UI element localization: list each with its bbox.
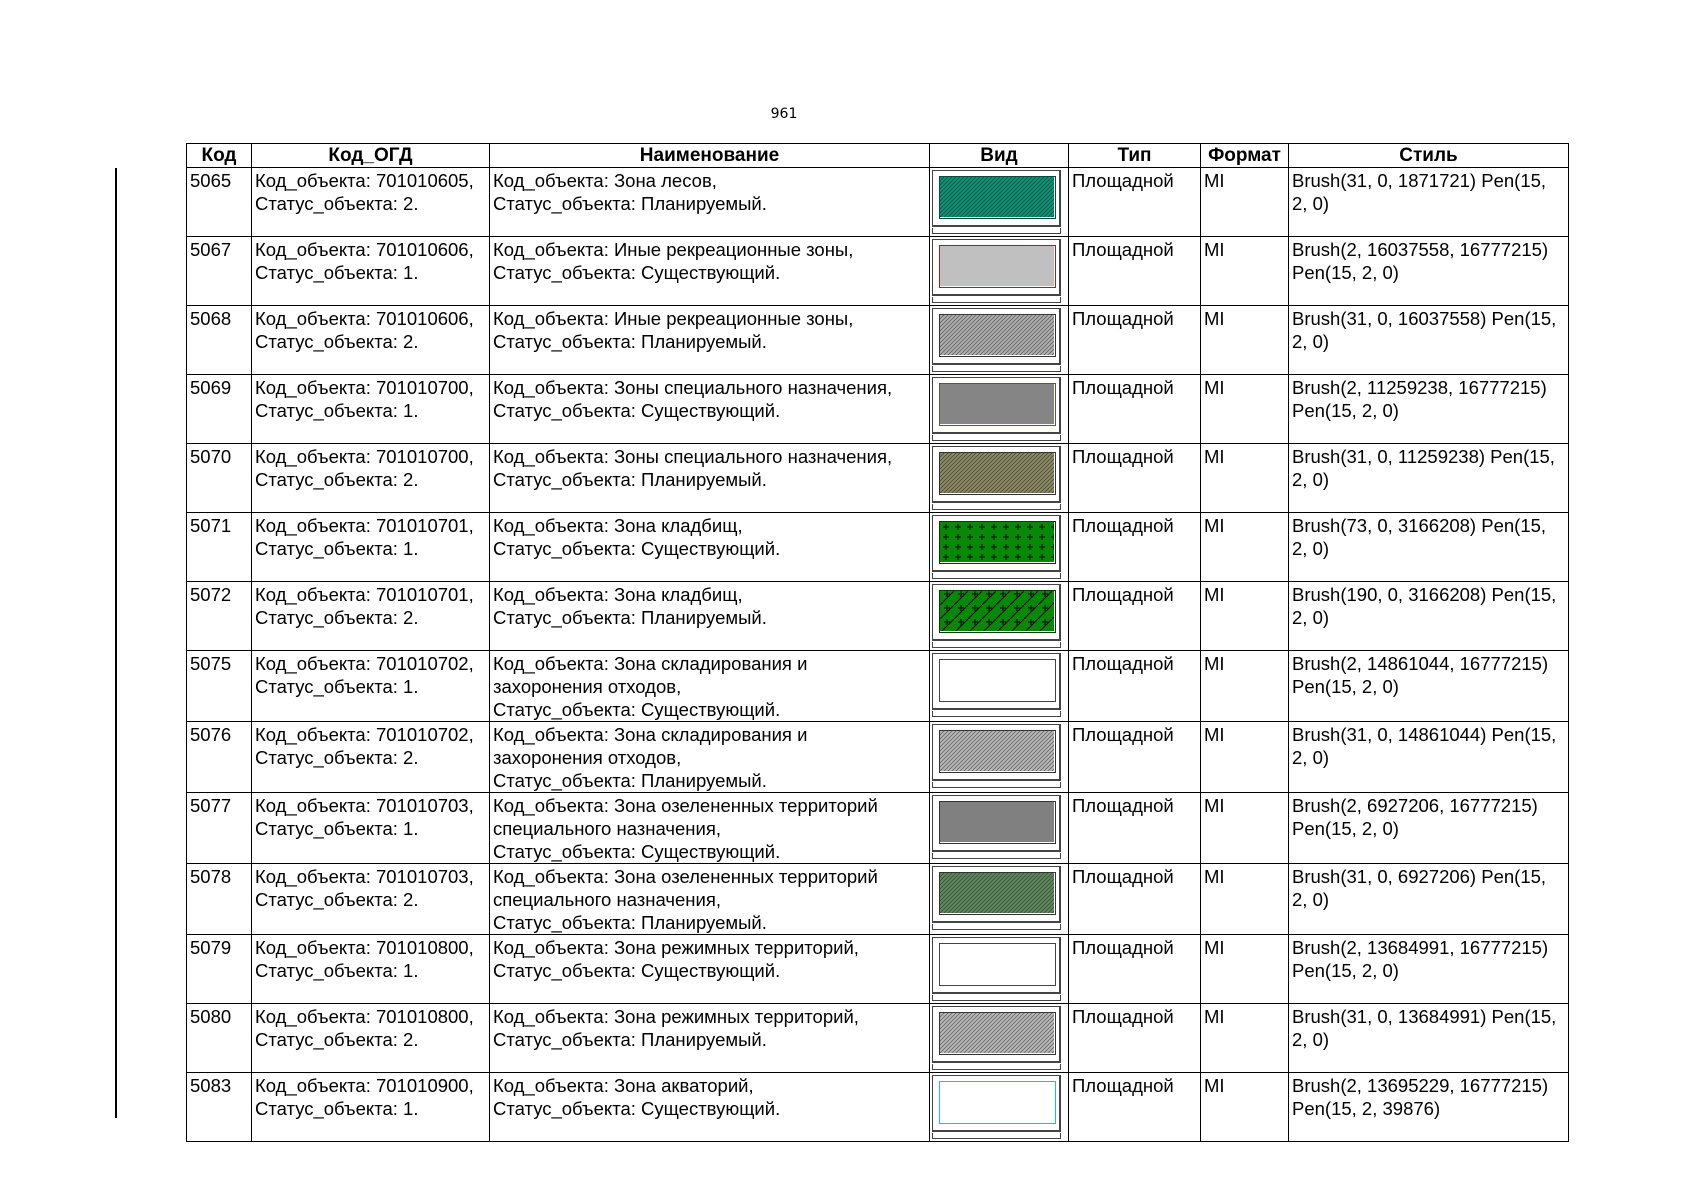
cell-view [930,722,1069,793]
cell-style: Brush(190, 0, 3166208) Pen(15, 2, 0) [1289,582,1569,651]
cell-name: Код_объекта: Зона лесов, Статус_объекта: Планируемый. [490,168,930,237]
swatch-tab [932,782,1061,788]
swatch-frame [932,1006,1061,1063]
cell-style: Brush(31, 0, 16037558) Pen(15, 2, 0) [1289,306,1569,375]
cell-style: Brush(31, 0, 6927206) Pen(15, 2, 0) [1289,864,1569,935]
cell-ogd: Код_объекта: 701010701, Статус_объекта: 1. [252,513,490,582]
cell-format: MI [1201,237,1289,306]
header-code: Код [187,144,252,168]
fill-swatch [939,590,1056,633]
swatch-tab [932,573,1061,579]
fill-swatch [939,1081,1056,1124]
cell-view [930,1004,1069,1073]
cell-view [930,793,1069,864]
cell-type: Площадной [1069,935,1201,1004]
swatch-frame [932,866,1061,923]
swatch-frame [932,170,1061,227]
cell-type: Площадной [1069,793,1201,864]
table-row [187,375,1569,444]
cell-name: Код_объекта: Зона кладбищ, Статус_объекта: Планируемый. [490,582,930,651]
table-row [187,1004,1569,1073]
cell-type: Площадной [1069,306,1201,375]
table-row [187,793,1569,864]
swatch-frame [932,515,1061,572]
table-row [187,935,1569,1004]
fill-swatch [939,245,1056,288]
cell-style: Brush(31, 0, 1871721) Pen(15, 2, 0) [1289,168,1569,237]
swatch-tab [932,297,1061,303]
cell-type: Площадной [1069,651,1201,722]
fill-swatch [939,383,1056,426]
cell-type: Площадной [1069,1004,1201,1073]
cell-ogd: Код_объекта: 701010800, Статус_объекта: 1. [252,935,490,1004]
cell-ogd: Код_объекта: 701010606, Статус_объекта: 1. [252,237,490,306]
cell-ogd: Код_объекта: 701010702, Статус_объекта: 1. [252,651,490,722]
cell-ogd: Код_объекта: 701010700, Статус_объекта: 2. [252,444,490,513]
header-name: Наименование [490,144,930,168]
cell-code: 5067 [187,237,252,306]
fill-swatch [939,659,1056,702]
fill-swatch [939,943,1056,986]
swatch-tab [932,504,1061,510]
cell-name: Код_объекта: Иные рекреационные зоны, Статус_объекта: Планируемый. [490,306,930,375]
swatch-tab [932,711,1061,717]
cell-view [930,375,1069,444]
table-row [187,168,1569,237]
cell-view [930,237,1069,306]
cell-ogd: Код_объекта: 701010606, Статус_объекта: 2. [252,306,490,375]
fill-swatch [939,801,1056,844]
legend-table [186,143,1569,1142]
cell-ogd: Код_объекта: 701010701, Статус_объекта: 2. [252,582,490,651]
table-row [187,237,1569,306]
cell-style: Brush(2, 14861044, 16777215) Pen(15, 2, 0) [1289,651,1569,722]
cell-code: 5079 [187,935,252,1004]
cell-ogd: Код_объекта: 701010703, Статус_объекта: 2. [252,864,490,935]
cell-style: Brush(2, 13684991, 16777215) Pen(15, 2, 0) [1289,935,1569,1004]
cell-view [930,168,1069,237]
swatch-frame [932,308,1061,365]
cell-style: Brush(31, 0, 14861044) Pen(15, 2, 0) [1289,722,1569,793]
cell-ogd: Код_объекта: 701010800, Статус_объекта: 2. [252,1004,490,1073]
header-format: Формат [1201,144,1289,168]
cell-view [930,513,1069,582]
cell-name: Код_объекта: Зона складирования и захоронения отходов, Статус_объекта: Существующий. [490,651,930,722]
swatch-tab [932,642,1061,648]
table-row [187,306,1569,375]
table-row [187,864,1569,935]
cell-format: MI [1201,722,1289,793]
cell-ogd: Код_объекта: 701010900, Статус_объекта: 1. [252,1073,490,1142]
cell-code: 5080 [187,1004,252,1073]
cell-view [930,651,1069,722]
cell-type: Площадной [1069,722,1201,793]
swatch-frame [932,724,1061,781]
cell-format: MI [1201,375,1289,444]
swatch-frame [932,584,1061,641]
cell-format: MI [1201,306,1289,375]
cell-format: MI [1201,513,1289,582]
cell-view [930,444,1069,513]
cell-style: Brush(2, 16037558, 16777215) Pen(15, 2, 0) [1289,237,1569,306]
table-row [187,722,1569,793]
cell-type: Площадной [1069,444,1201,513]
cell-name: Код_объекта: Зона озелененных территорий специального назначения, Статус_объекта: Существующий. [490,793,930,864]
swatch-tab [932,228,1061,234]
swatch-frame [932,446,1061,503]
table-row [187,651,1569,722]
cell-ogd: Код_объекта: 701010703, Статус_объекта: 1. [252,793,490,864]
cell-type: Площадной [1069,168,1201,237]
cell-name: Код_объекта: Зона режимных территорий, Статус_объекта: Существующий. [490,935,930,1004]
cell-style: Brush(2, 6927206, 16777215) Pen(15, 2, 0) [1289,793,1569,864]
cell-name: Код_объекта: Зона режимных территорий, Статус_объекта: Планируемый. [490,1004,930,1073]
swatch-tab [932,995,1061,1001]
cell-ogd: Код_объекта: 701010605, Статус_объекта: 2. [252,168,490,237]
cell-type: Площадной [1069,375,1201,444]
swatch-tab [932,924,1061,930]
fill-swatch [939,314,1056,357]
cell-ogd: Код_объекта: 701010702, Статус_объекта: 2. [252,722,490,793]
cell-name: Код_объекта: Зона озелененных территорий специального назначения, Статус_объекта: Планируемый. [490,864,930,935]
cell-code: 5075 [187,651,252,722]
cell-ogd: Код_объекта: 701010700, Статус_объекта: 1. [252,375,490,444]
header-ogd: Код_ОГД [252,144,490,168]
header-style: Стиль [1289,144,1569,168]
swatch-tab [932,366,1061,372]
cell-type: Площадной [1069,237,1201,306]
cell-name: Код_объекта: Зоны специального назначения, Статус_объекта: Существующий. [490,375,930,444]
swatch-frame [932,377,1061,434]
swatch-frame [932,653,1061,710]
swatch-tab [932,1064,1061,1070]
cell-style: Brush(31, 0, 13684991) Pen(15, 2, 0) [1289,1004,1569,1073]
page-number: 961 [770,106,798,122]
cell-code: 5070 [187,444,252,513]
cell-view [930,1073,1069,1142]
cell-code: 5077 [187,793,252,864]
cell-code: 5083 [187,1073,252,1142]
cell-name: Код_объекта: Зона акваторий, Статус_объекта: Существующий. [490,1073,930,1142]
swatch-frame [932,937,1061,994]
cell-format: MI [1201,444,1289,513]
cell-format: MI [1201,168,1289,237]
cell-style: Brush(31, 0, 11259238) Pen(15, 2, 0) [1289,444,1569,513]
cell-type: Площадной [1069,582,1201,651]
cell-code: 5069 [187,375,252,444]
cell-name: Код_объекта: Иные рекреационные зоны, Статус_объекта: Существующий. [490,237,930,306]
cell-type: Площадной [1069,864,1201,935]
table-row [187,1073,1569,1142]
cell-code: 5065 [187,168,252,237]
fill-swatch [939,1012,1056,1055]
cell-code: 5076 [187,722,252,793]
fill-swatch [939,176,1056,219]
cell-style: Brush(2, 11259238, 16777215) Pen(15, 2, 0) [1289,375,1569,444]
swatch-frame [932,795,1061,852]
cell-view [930,864,1069,935]
cell-style: Brush(2, 13695229, 16777215) Pen(15, 2, 39876) [1289,1073,1569,1142]
header-view: Вид [930,144,1069,168]
cell-format: MI [1201,864,1289,935]
cell-format: MI [1201,1004,1289,1073]
cell-format: MI [1201,793,1289,864]
cell-view [930,306,1069,375]
fill-swatch [939,872,1056,915]
cell-code: 5071 [187,513,252,582]
cell-format: MI [1201,582,1289,651]
fill-swatch [939,521,1056,564]
cell-view [930,935,1069,1004]
fill-swatch [939,452,1056,495]
swatch-frame [932,239,1061,296]
cell-type: Площадной [1069,1073,1201,1142]
fill-swatch [939,730,1056,773]
cell-format: MI [1201,935,1289,1004]
swatch-tab [932,853,1061,859]
cell-format: MI [1201,1073,1289,1142]
cell-format: MI [1201,651,1289,722]
header-type: Тип [1069,144,1201,168]
cell-name: Код_объекта: Зона складирования и захоронения отходов, Статус_объекта: Планируемый. [490,722,930,793]
cell-code: 5068 [187,306,252,375]
cell-name: Код_объекта: Зона кладбищ, Статус_объекта: Существующий. [490,513,930,582]
cell-code: 5072 [187,582,252,651]
swatch-frame [932,1075,1061,1132]
cell-name: Код_объекта: Зоны специального назначения, Статус_объекта: Планируемый. [490,444,930,513]
swatch-tab [932,435,1061,441]
swatch-tab [932,1133,1061,1139]
cell-style: Brush(73, 0, 3166208) Pen(15, 2, 0) [1289,513,1569,582]
table-row [187,513,1569,582]
cell-code: 5078 [187,864,252,935]
table-row [187,582,1569,651]
cell-view [930,582,1069,651]
table-row [187,444,1569,513]
header-row [187,144,1569,168]
cell-type: Площадной [1069,513,1201,582]
margin-line [115,168,117,1118]
